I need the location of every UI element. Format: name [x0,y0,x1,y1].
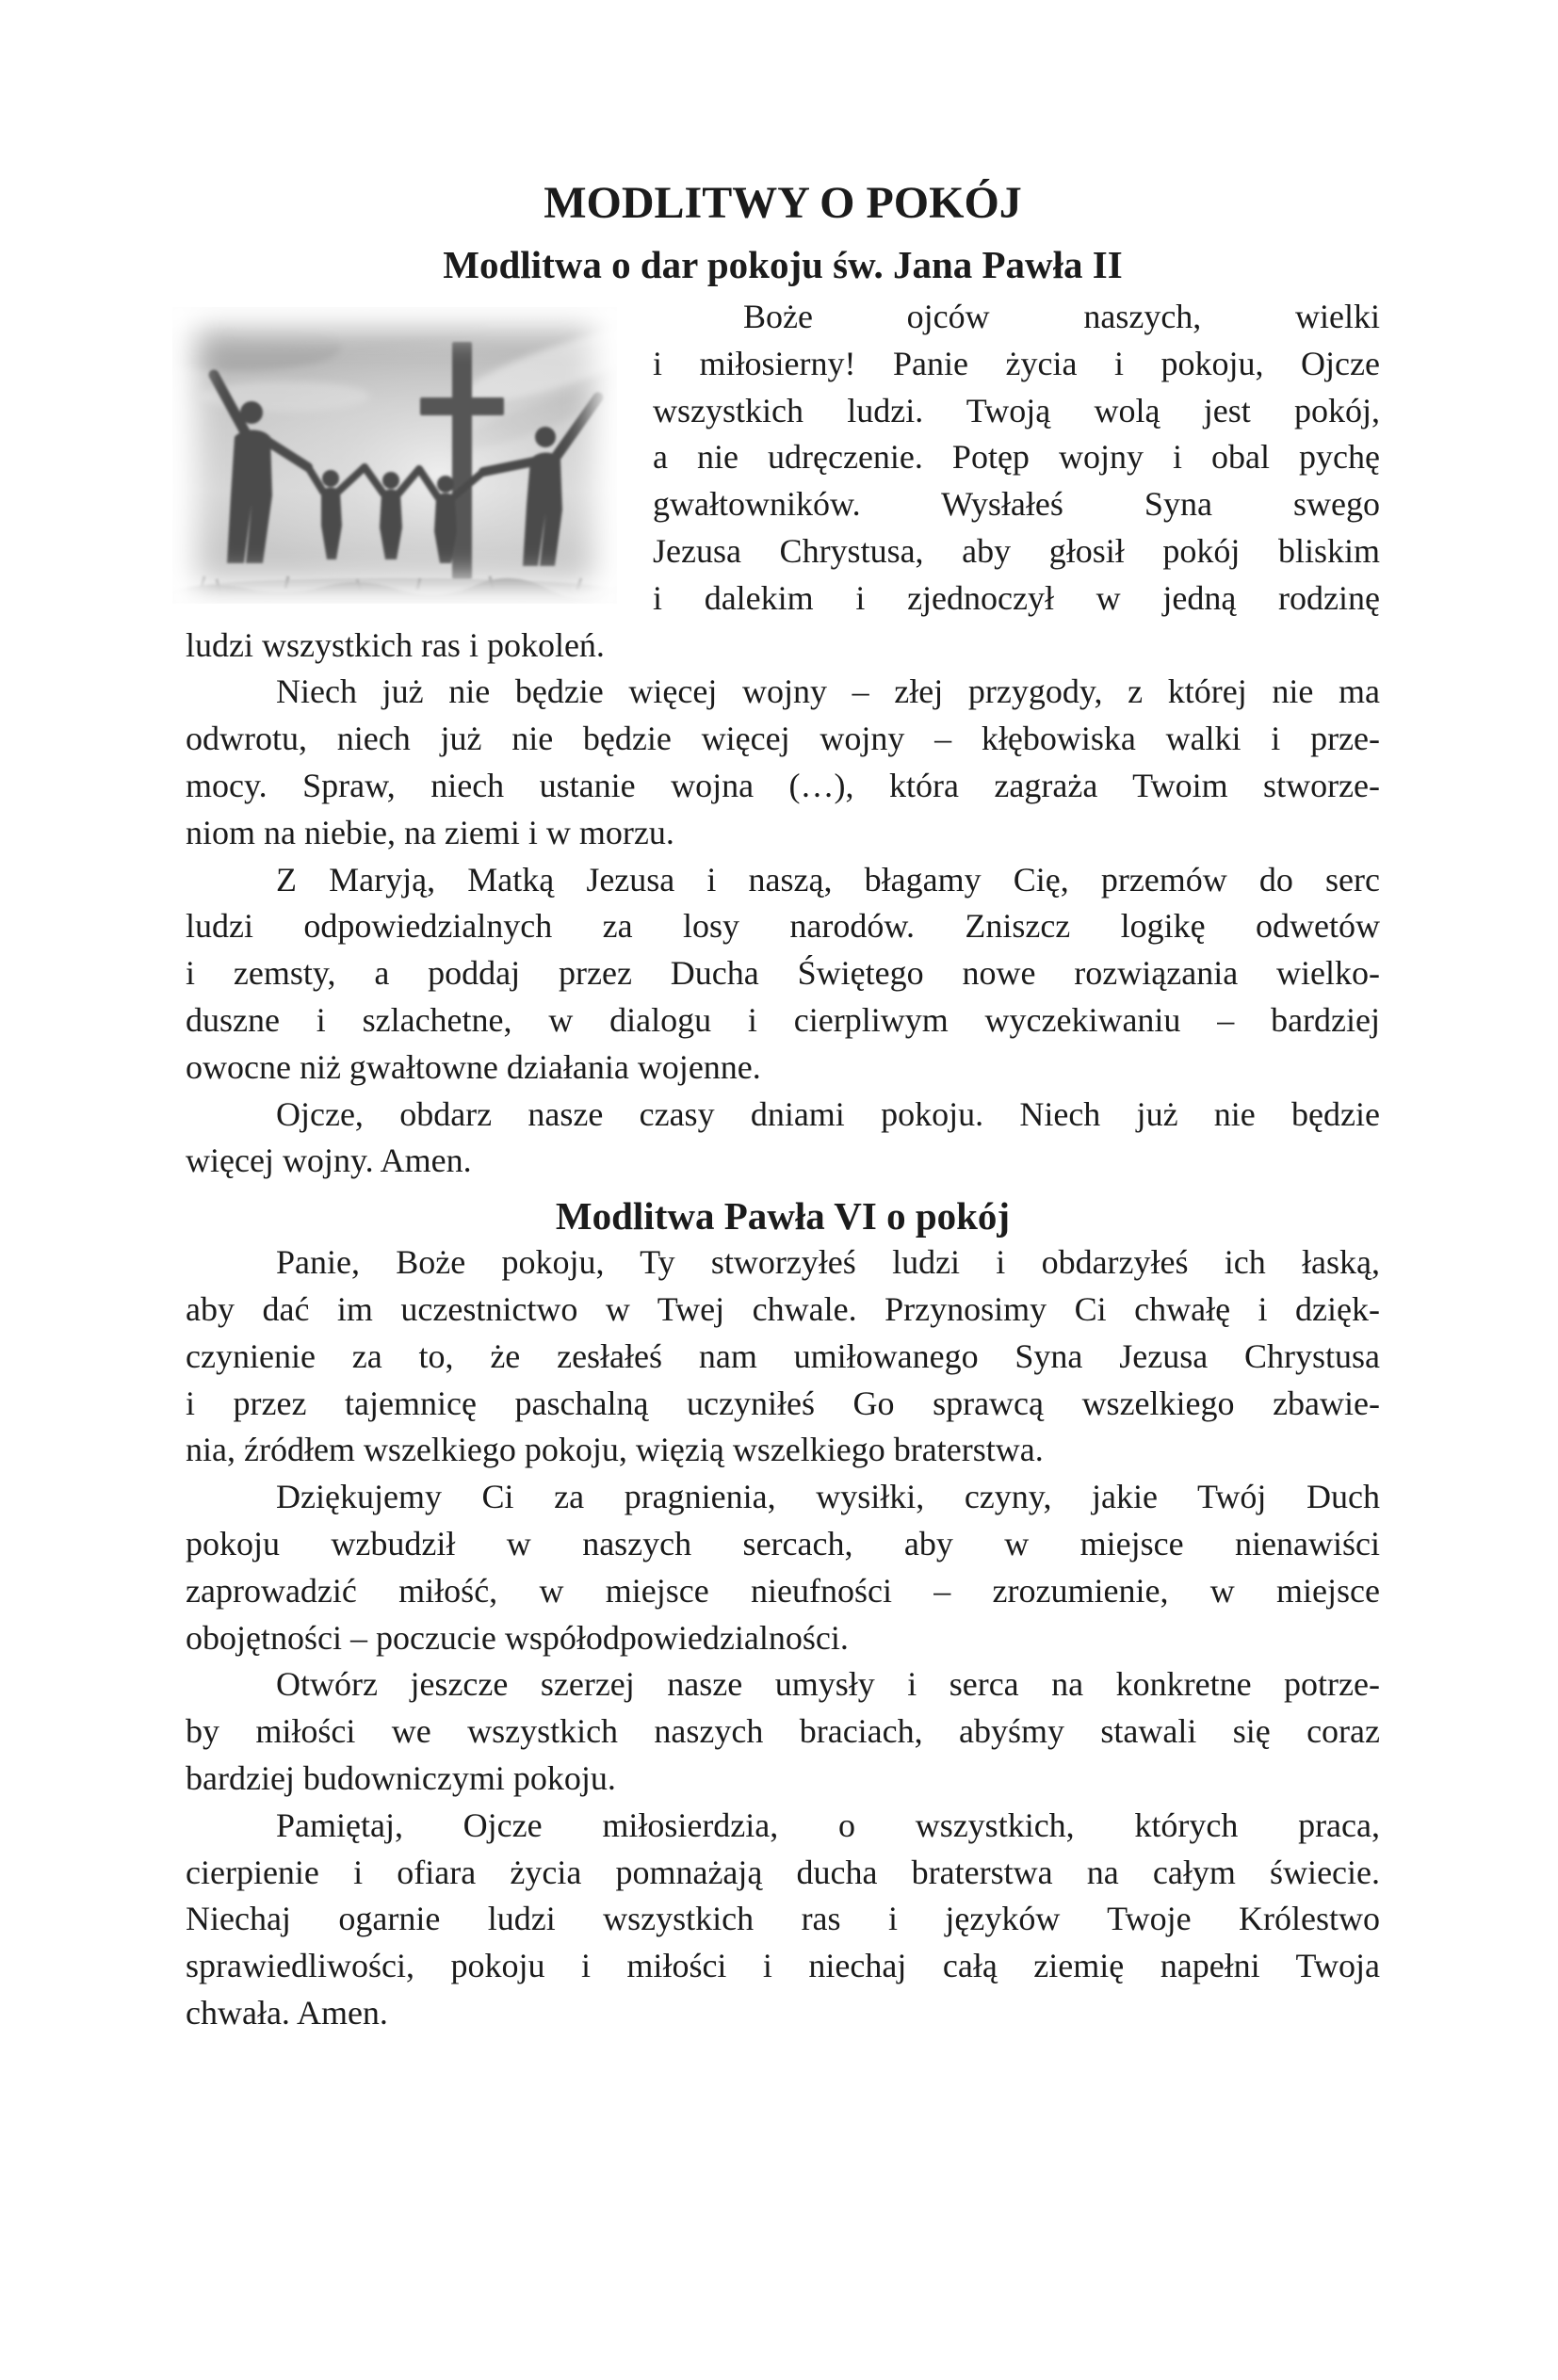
section-heading-jp2: Modlitwa o dar pokoju św. Jana Pawła II [443,243,1123,286]
text-line: bardziej budowniczymi pokoju. [186,1758,616,1797]
section-heading-paul6: Modlitwa Pawła VI o pokój [555,1194,1011,1239]
text-line: by miłości we wszystkich naszych braciach, abyśmy stawali się coraz [186,1712,1380,1751]
text-line: a nie udręczenie. Potęp wojny i obal pychę [653,438,1380,477]
text-line: i miłosierny! Panie życia i pokoju, Ojcze [653,344,1380,382]
text-line: obojętności – poczucie współodpowiedzialności. [186,1618,849,1657]
text-line: gwałtowników. Wysłałeś Syna swego [653,485,1380,524]
text-line: Niechaj ogarnie ludzi wszystkich ras i języków Twoje Królestwo [186,1900,1380,1938]
text-line: chwała. Amen. [186,1993,388,2032]
prayer-text-paul6 [186,1239,1380,2037]
text-line: Otwórz jeszcze szerzej nasze umysły i serca na konkretne potrze- [276,1665,1380,1704]
text-line: niom na niebie, na ziemi i w morzu. [186,813,674,851]
text-line: ludzi odpowiedzialnych za losy narodów. Zniszcz logikę odwetów [186,907,1380,946]
text-line: więcej wojny. Amen. [186,1141,472,1180]
text-line: duszne i szlachetne, w dialogu i cierpliwym wyczekiwaniu – bardziej [186,1000,1380,1039]
text-line: zaprowadzić miłość, w miejsce nieufności – zrozumienie, w miejsce [186,1571,1380,1610]
text-line: Niech już nie będzie więcej wojny – złej przygody, z której nie ma [276,672,1380,711]
text-line: Boże ojców naszych, wielki [743,298,1380,335]
text-line: odwrotu, niech już nie będzie więcej wojny – kłębowiska walki i prze- [186,720,1380,758]
text-line: ludzi wszystkich ras i pokoleń. [186,625,605,664]
prayer-photo [172,307,617,604]
section-prayer-paul6 [186,1192,1380,2037]
text-line: mocy. Spraw, niech ustanie wojna (…), która zagraża Twoim stworze- [186,766,1380,804]
text-line: aby dać im uczestnictwo w Twej chwale. Przynosimy Ci chwałę i dzięk- [186,1289,1380,1328]
text-line: Panie, Boże pokoju, Ty stworzyłeś ludzi i obdarzyłeś ich łaską, [276,1243,1380,1282]
text-line: i dalekim i zjednoczył w jedną rodzinę [653,578,1380,617]
document-page [0,177,1558,2380]
prayer-text-jp2 [186,294,1380,1185]
text-line: nia, źródłem wszelkiego pokoju, więzią wszelkiego braterstwa. [186,1431,1044,1469]
text-line: pokoju wzbudził w naszych sercach, aby w miejsce nienawiści [186,1524,1380,1562]
text-line: wszystkich ludzi. Twoją wolą jest pokój, [653,391,1380,429]
text-line: owocne niż gwałtowne działania wojenne. [186,1047,761,1086]
page-title: MODLITWY O POKÓJ [544,178,1022,228]
text-line: sprawiedliwości, pokoju i miłości i niechaj całą ziemię napełni Twoja [186,1947,1380,1985]
text-line: Jezusa Chrystusa, aby głosił pokój bliskim [653,531,1380,570]
section-prayer-jp2 [186,241,1380,1185]
cross-and-people-silhouette-image [172,307,617,604]
text-line: Dziękujemy Ci za pragnienia, wysiłki, czyny, jakie Twój Duch [276,1478,1380,1516]
text-line: i zemsty, a poddaj przez Ducha Świętego nowe rozwiązania wielko- [186,954,1380,993]
text-line: i przez tajemnicę paschalną uczyniłeś Go sprawcą wszelkiego zbawie- [186,1384,1380,1422]
text-line: cierpienie i ofiara życia pomnażają ducha braterstwa na całym świecie. [186,1853,1380,1891]
text-line: Pamiętaj, Ojcze miłosierdzia, o wszystkich, których praca, [276,1805,1380,1844]
text-line: Ojcze, obdarz nasze czasy dniami pokoju. Niech już nie będzie [276,1094,1380,1133]
text-line: czynienie za to, że zesłałeś nam umiłowanego Syna Jezusa Chrystusa [186,1336,1380,1375]
text-line: Z Maryją, Matką Jezusa i naszą, błagamy Cię, przemów do serc [276,860,1380,899]
